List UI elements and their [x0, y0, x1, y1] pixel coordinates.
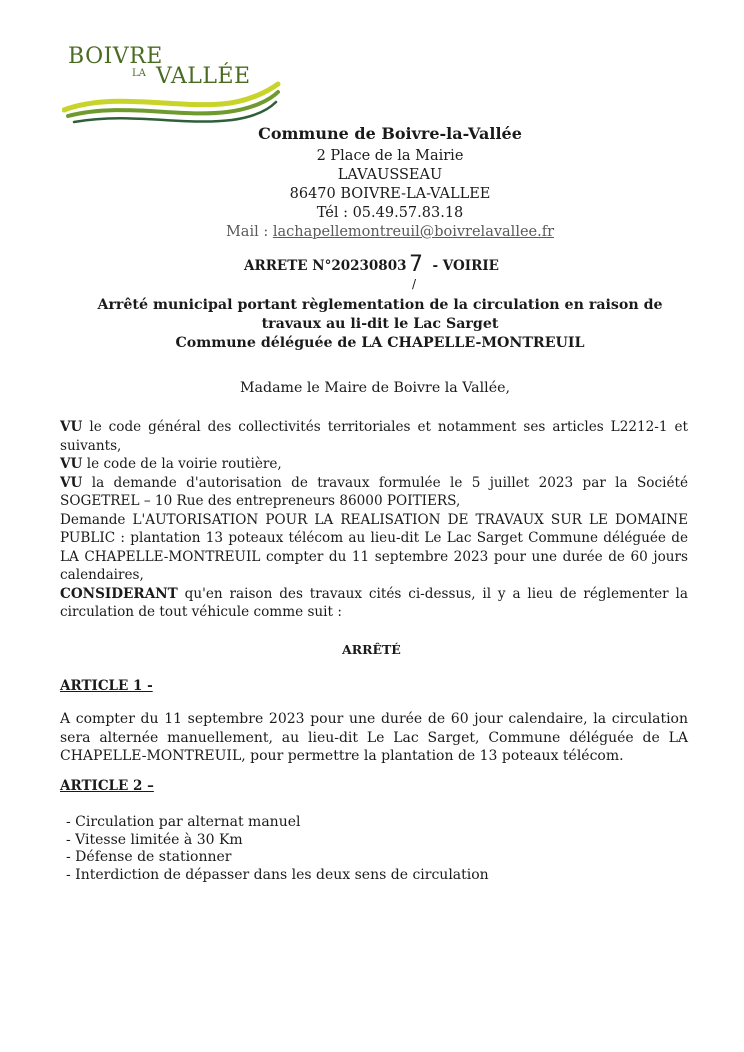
demande-paragraph: Demande L'AUTORISATION POUR LA REALISATION DE TRAVAUX SUR LE DOMAINE PUBLIC : plantation 13 poteaux télécom au lieu-dit Le Lac Sarget Commune déléguée de LA CHAPELLE-MONTREUIL compter du 11 septembre 2023 pour une durée de 60 jours calendaires, — [60, 511, 688, 583]
salutation: Madame le Maire de Boivre la Vallée, — [240, 380, 511, 396]
article-2-list — [66, 814, 489, 884]
title-line-3: Commune déléguée de LA CHAPELLE-MONTREUIL — [175, 335, 585, 351]
vu-paragraph-3 — [60, 474, 688, 511]
list-item: - Vitesse limitée à 30 Km — [66, 831, 243, 848]
arrete-suffix: - VOIRIE — [432, 258, 499, 274]
mail-label: Mail : — [225, 224, 273, 240]
logo-text-la: LA — [132, 68, 146, 79]
vu-text: le code général des collectivités territoriales et notamment ses articles L2212-1 et suivants, — [60, 419, 688, 454]
article-2-heading: ARTICLE 2 – — [60, 778, 154, 794]
arrete-heading: ARRÊTÉ — [342, 642, 401, 657]
vu-label: VU — [60, 419, 83, 435]
logo-text-boivre: BOIVRE — [68, 44, 163, 69]
list-item: - Circulation par alternat manuel — [66, 814, 301, 830]
arrete-number — [244, 258, 499, 274]
handwritten-mark: / — [412, 277, 417, 291]
vu-label: VU — [60, 456, 83, 472]
logo-text-vallee: VALLÉE — [156, 64, 251, 89]
address-line-1: 2 Place de la Mairie — [316, 148, 464, 164]
vu-label: VU — [60, 474, 83, 491]
mail-line — [180, 223, 600, 242]
address-line-2: LAVAUSSEAU — [337, 167, 443, 183]
phone-number: Tél : 05.49.57.83.18 — [316, 205, 464, 221]
title-line-1: Arrêté municipal portant règlementation de la circulation en raison de — [97, 297, 663, 313]
article-1-heading: ARTICLE 1 - — [60, 678, 153, 694]
vu-text: la demande d'autorisation de travaux formulée le 5 juillet 2023 par la Société SOGETREL – 10 Rue des entrepreneurs 86000 POITIERS, — [60, 474, 688, 509]
logo-swoosh-icon — [62, 80, 282, 130]
considerants-section — [60, 418, 688, 622]
vu-paragraph-2 — [60, 455, 688, 474]
handwritten-number: 7 — [409, 252, 423, 277]
vu-paragraph-1 — [60, 418, 688, 455]
title-line-2: travaux au li-dit le Lac Sarget — [261, 316, 499, 332]
list-item: - Défense de stationner — [66, 849, 232, 865]
commune-name: Commune de Boivre-la-Vallée — [258, 124, 522, 143]
list-item: - Interdiction de dépasser dans les deux sens de circulation — [66, 866, 489, 883]
mail-link[interactable]: lachapellemontreuil@boivrelavallee.fr — [272, 224, 555, 240]
arrete-number-text: ARRETE N°20230803 — [244, 258, 407, 274]
commune-logo — [62, 40, 282, 130]
vu-text: le code de la voirie routière, — [82, 456, 282, 472]
considerant-text: qu'en raison des travaux cités ci-dessus, il y a lieu de réglementer la circulation de tout véhicule comme suit : — [60, 585, 688, 620]
arrete-title — [60, 296, 700, 353]
considerant-label: CONSIDERANT — [60, 585, 178, 602]
considerant-paragraph — [60, 585, 688, 622]
commune-address-block — [180, 124, 600, 242]
article-1-text: A compter du 11 septembre 2023 pour une durée de 60 jour calendaire, la circulation sera alternée manuellement, au lieu-dit Le Lac Sarget, Commune déléguée de LA CHAPELLE-MONTREUIL, pour permettre la plantation de 13 poteaux télécom. — [60, 711, 688, 764]
address-line-3: 86470 BOIVRE-LA-VALLEE — [289, 186, 491, 202]
